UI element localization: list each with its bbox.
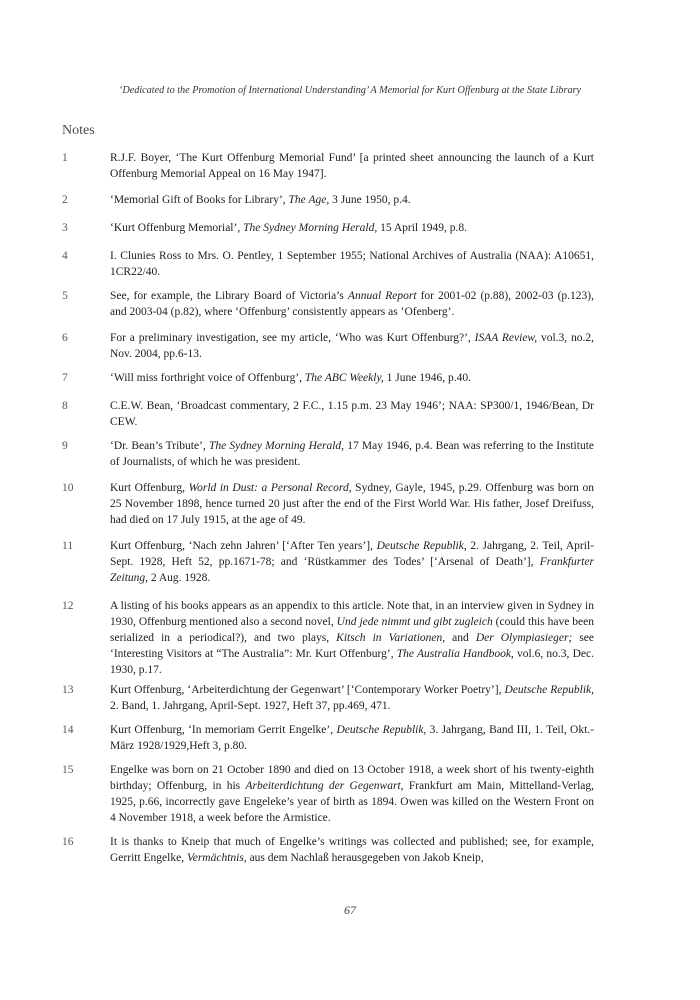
note-segment: ‘Kurt Offenburg Memorial’,	[110, 222, 244, 234]
note-italic-segment: Deutsche Republik,	[504, 684, 594, 696]
note-italic-segment: The ABC Weekly,	[304, 372, 384, 384]
note-italic-segment: ISAA Review,	[474, 332, 538, 344]
note-segment: 2 Aug. 1928.	[148, 572, 211, 584]
note-number: 2	[62, 194, 68, 206]
note-text	[110, 722, 594, 754]
note-number: 9	[62, 440, 68, 452]
note-text	[110, 150, 594, 182]
note-number: 7	[62, 372, 68, 384]
note-italic-segment: Deutsche Republik,	[336, 724, 427, 736]
note-italic-segment: Der Olympiasieger;	[475, 632, 573, 644]
note-segment: Kurt Offenburg, ‘Arbeiterdichtung der Gegenwart’ [‘Contemporary Worker Poetry’],	[110, 684, 505, 696]
note-segment: 15 April 1949, p.8.	[377, 222, 467, 234]
note-segment: Engelke was born on 21 October 1890 and died on 13 October 1918, a week short of his twenty-eighth birthday; Offenburg, in his	[110, 764, 594, 792]
note-italic-segment: The Sydney Morning Herald,	[209, 440, 345, 452]
note-segment: 2. Band, 1. Jahrgang, April-Sept. 1927, Heft 37, pp.469, 471.	[110, 700, 391, 712]
note-number: 4	[62, 250, 68, 262]
note-italic-segment: Und jede nimmt und gibt zugleich	[336, 616, 493, 628]
running-header: ‘Dedicated to the Promotion of International Understanding’ A Memorial for Kurt Offenburg at the State Library	[118, 85, 582, 96]
note-segment: Kurt Offenburg,	[110, 482, 189, 494]
note-segment: and	[445, 632, 476, 644]
note-number: 12	[62, 600, 74, 612]
note-segment: It is thanks to Kneip that much of Engelke’s writings was collected and published; see, for example, Gerritt Engelke,	[110, 836, 594, 864]
section-title: Notes	[62, 123, 95, 138]
note-italic-segment: The Australia Handbook,	[396, 648, 514, 660]
note-italic-segment: Kitsch in Variationen,	[336, 632, 446, 644]
note-segment: See, for example, the Library Board of Victoria’s	[110, 290, 348, 302]
note-segment: ‘Will miss forthright voice of Offenburg’,	[110, 372, 305, 384]
note-italic-segment: Arbeiterdichtung der Gegenwart,	[245, 780, 404, 792]
note-number: 6	[62, 332, 68, 344]
note-number: 11	[62, 540, 74, 552]
note-segment: aus dem Nachlaß herausgegeben von Jakob Kneip,	[246, 852, 484, 864]
note-number: 13	[62, 684, 74, 696]
note-segment: I. Clunies Ross to Mrs. O. Pentley, 1 September 1955; National Archives of Australia (NAA): A10651, 1CR22/40.	[110, 250, 594, 278]
page-number: 67	[344, 903, 356, 917]
note-number: 8	[62, 400, 68, 412]
note-number: 16	[62, 836, 74, 848]
note-text	[110, 538, 594, 586]
note-segment: C.E.W. Bean, ‘Broadcast commentary, 2 F.C., 1.15 p.m. 23 May 1946’; NAA: SP300/1, 1946/Bean, Dr CEW.	[110, 400, 594, 428]
note-number: 1	[62, 152, 68, 164]
note-segment: A listing of his books appears as an appendix to this article. Note that, in an interview given in Sydney in 1930, Offenburg mentioned also a second novel,	[110, 600, 594, 628]
note-segment: vol.6, no.3, Dec. 1930, p.17.	[110, 648, 594, 676]
note-segment: 17 May 1946, p.4. Bean was referring to the Institute of Journalists, of which he was president.	[110, 440, 594, 468]
note-text	[110, 288, 594, 320]
note-text	[110, 330, 594, 362]
note-italic-segment: World in Dust: a Personal Record,	[188, 482, 352, 494]
note-italic-segment: Frankfurter Zeitung,	[110, 556, 594, 584]
note-segment: 2. Jahrgang, 2. Teil, April-Sept. 1928, Heft 52, pp.1671-78; and ‘Rüstkammer des Todes’ [‘Arsenal of Death’],	[110, 540, 594, 568]
note-number: 3	[62, 222, 68, 234]
note-text	[110, 480, 594, 528]
note-segment: Frankfurt am Main, Mittelland-Verlag, 1925, p.66, incorrectly gave Engeleke’s year of birth as 1894. Owen was killed on the Western Front on 4 November 1918, a week before the Armistice.	[110, 780, 595, 824]
note-text	[110, 834, 594, 866]
note-segment: Kurt Offenburg, ‘Nach zehn Jahren’ [‘After Ten years’],	[110, 540, 377, 552]
note-segment: for 2001-02 (p.88), 2002-03 (p.123), and 2003-04 (p.82), where ‘Offenburg’ consistently appears as ‘Ofenberg’.	[110, 290, 594, 318]
note-text	[110, 598, 594, 678]
note-number: 5	[62, 290, 68, 302]
note-text	[110, 370, 594, 386]
note-italic-segment: Deutsche Republik,	[376, 540, 467, 552]
note-segment: R.J.F. Boyer, ‘The Kurt Offenburg Memorial Fund’ [a printed sheet announcing the launch of a Kurt Offenburg Memorial Appeal on 16 May 1947].	[110, 152, 594, 180]
note-italic-segment: The Sydney Morning Herald,	[243, 222, 378, 234]
note-segment: vol.3, no.2, Nov. 2004, pp.6-13.	[110, 332, 594, 360]
note-segment: Sydney, Gayle, 1945, p.29. Offenburg was born on 25 November 1898, hence turned 20 just after the end of the First World War. His father, Josef Dreifuss, had died on 17 July 1915, at the age of 49.	[110, 482, 594, 526]
note-text	[110, 220, 594, 236]
note-segment: (could this have been serialized in a periodical?), and two plays,	[110, 616, 594, 644]
note-italic-segment: Annual Report	[347, 290, 417, 302]
note-text	[110, 438, 594, 470]
note-italic-segment: Vermächtnis,	[186, 852, 247, 864]
note-text	[110, 248, 594, 280]
note-italic-segment: The Age,	[288, 194, 330, 206]
note-text	[110, 192, 594, 208]
note-segment: 1 June 1946, p.40.	[383, 372, 472, 384]
note-segment: For a preliminary investigation, see my article, ‘Who was Kurt Offenburg?’,	[110, 332, 475, 344]
note-text	[110, 682, 594, 714]
note-text	[110, 398, 594, 430]
note-segment: Kurt Offenburg, ‘In memoriam Gerrit Engelke’,	[110, 724, 337, 736]
note-number: 10	[62, 482, 74, 494]
note-segment: 3 June 1950, p.4.	[329, 194, 411, 206]
note-segment: ‘Memorial Gift of Books for Library’,	[110, 194, 289, 206]
note-number: 14	[62, 724, 74, 736]
note-number: 15	[62, 764, 74, 776]
note-segment: see ‘Interesting Visitors at “The Australia”: Mr. Kurt Offenburg’,	[110, 632, 595, 660]
note-segment: ‘Dr. Bean’s Tribute’,	[110, 440, 209, 452]
note-text	[110, 762, 594, 826]
note-segment: 3. Jahrgang, Band III, 1. Teil, Okt.-März 1928/1929,Heft 3, p.80.	[110, 724, 594, 752]
